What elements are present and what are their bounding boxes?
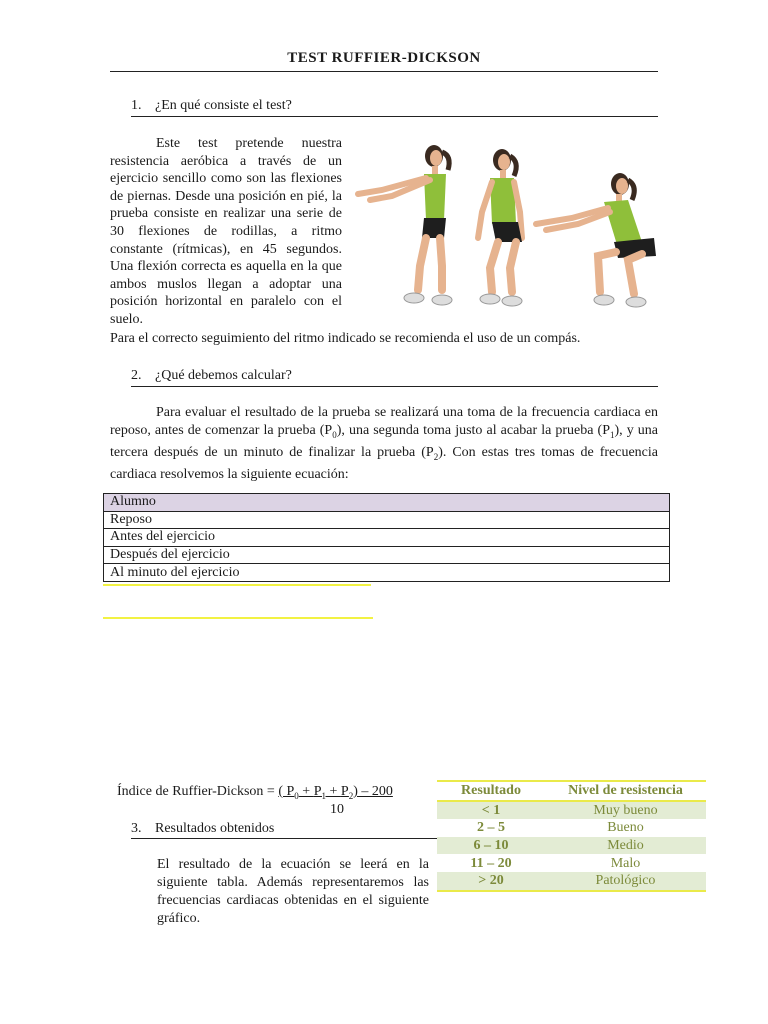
table-row <box>104 564 670 582</box>
figure-half-squat-icon <box>478 149 522 306</box>
table-cell: Después del ejercicio <box>104 546 670 564</box>
results-level: Muy bueno <box>545 801 706 820</box>
table-row <box>104 511 670 529</box>
formula-denominator: 10 <box>330 802 344 817</box>
section-3-rule <box>131 838 437 839</box>
table-row <box>104 529 670 547</box>
figure-full-squat-icon <box>536 173 656 307</box>
para2-text-1: Para evaluar el resultado de la prueba se realizará una toma de la frecuencia cardiaca en reposo, antes de comenzar la prueba (P <box>110 405 658 439</box>
student-heart-rate-table <box>103 493 670 582</box>
para2-text-2: ), una segunda toma justo al acabar la prueba (P <box>336 423 610 439</box>
figure-standing-icon <box>358 145 452 305</box>
section-1-rule <box>131 116 658 117</box>
results-row <box>437 801 706 820</box>
formula-sub-0: 0 <box>294 790 299 801</box>
p1-subscript: 1 <box>609 430 615 441</box>
results-row <box>437 872 706 891</box>
formula-sub-1: 1 <box>321 790 326 801</box>
highlight-line-top <box>103 584 371 586</box>
results-value: < 1 <box>437 801 545 820</box>
intro-paragraph: Este test pretende nuestra resistencia aeróbica a través de un ejercicio sencillo como son las flexiones de piernas. Desde una posición en pié, la prueba consiste en realizar una serie de 30 flexiones de rodillas, a ritmo constante (rítmicas), en 45 segundos. Una flexión correcta es aquella en la que ambos muslos llegan a adoptar una posición horizontal en paralelo con el suelo. <box>110 136 342 327</box>
table-cell: Antes del ejercicio <box>104 529 670 547</box>
title-underline <box>110 71 658 72</box>
formula-plus: + <box>325 784 341 799</box>
results-table <box>437 780 706 892</box>
highlight-line-bottom <box>103 617 373 619</box>
section-1-heading <box>131 98 292 114</box>
formula-numerator <box>278 784 393 799</box>
intro-tail: Para el correcto seguimiento del ritmo indicado se recomienda el uso de un compás. <box>110 331 581 346</box>
formula-p: P <box>313 784 322 799</box>
results-row <box>437 854 706 872</box>
results-level: Bueno <box>607 820 644 836</box>
table-row <box>104 546 670 564</box>
results-row <box>437 819 706 837</box>
results-value: 6 – 10 <box>437 837 545 855</box>
table-cell: Reposo <box>104 511 670 529</box>
section-2-heading <box>131 368 292 384</box>
results-header-row <box>437 781 706 801</box>
results-value: > 20 <box>437 872 545 891</box>
formula-close: ) – 200 <box>353 784 393 799</box>
table-header-row <box>104 494 670 512</box>
results-level: Medio <box>545 837 706 855</box>
results-row <box>437 837 706 855</box>
squat-exercise-image <box>352 138 662 318</box>
section-1-number: 1. <box>131 98 142 113</box>
formula-p: P <box>340 784 349 799</box>
section-3-heading <box>131 821 274 837</box>
section-2-rule <box>131 386 658 387</box>
results-header-cell: Resultado <box>437 781 545 801</box>
results-paragraph: El resultado de la ecuación se leerá en la siguiente tabla. Además representaremos las frecuencias cardiacas obtenidas en el siguiente gráfico. <box>157 857 429 926</box>
results-header-cell: Nivel de resistencia <box>545 781 706 801</box>
results-value: 11 – 20 <box>470 855 512 871</box>
section-3-title: Resultados obtenidos <box>155 821 275 836</box>
formula-label: Índice de Ruffier-Dickson = <box>117 784 279 799</box>
calculation-paragraph <box>110 404 658 485</box>
section-3-number: 3. <box>131 821 142 836</box>
formula-p: P <box>286 784 295 799</box>
para2-text-4: ). Con estas tres tomas de frecuencia cardiaca resolvemos la siguiente ecuación: <box>110 445 658 483</box>
formula-open: ( <box>278 784 287 799</box>
table-header-cell: Alumno <box>104 494 670 512</box>
results-level: Malo <box>610 855 641 871</box>
formula-plus: + <box>298 784 314 799</box>
section-1-title: ¿En qué consiste el test? <box>155 98 292 113</box>
page-title: TEST RUFFIER-DICKSON <box>287 50 481 66</box>
section-2-title: ¿Qué debemos calcular? <box>155 368 292 383</box>
ruffier-dickson-formula <box>117 784 393 801</box>
results-level: Patológico <box>545 872 706 891</box>
formula-sub-2: 2 <box>348 790 354 801</box>
results-value: 2 – 5 <box>477 820 505 836</box>
p0-subscript: 0 <box>332 430 337 441</box>
section-2-number: 2. <box>131 368 142 383</box>
table-cell: Al minuto del ejercicio <box>104 564 670 582</box>
p2-subscript: 2 <box>433 452 439 463</box>
para2-text-3: ), y una tercera después de un minuto de finalizar la prueba (P <box>110 423 658 461</box>
